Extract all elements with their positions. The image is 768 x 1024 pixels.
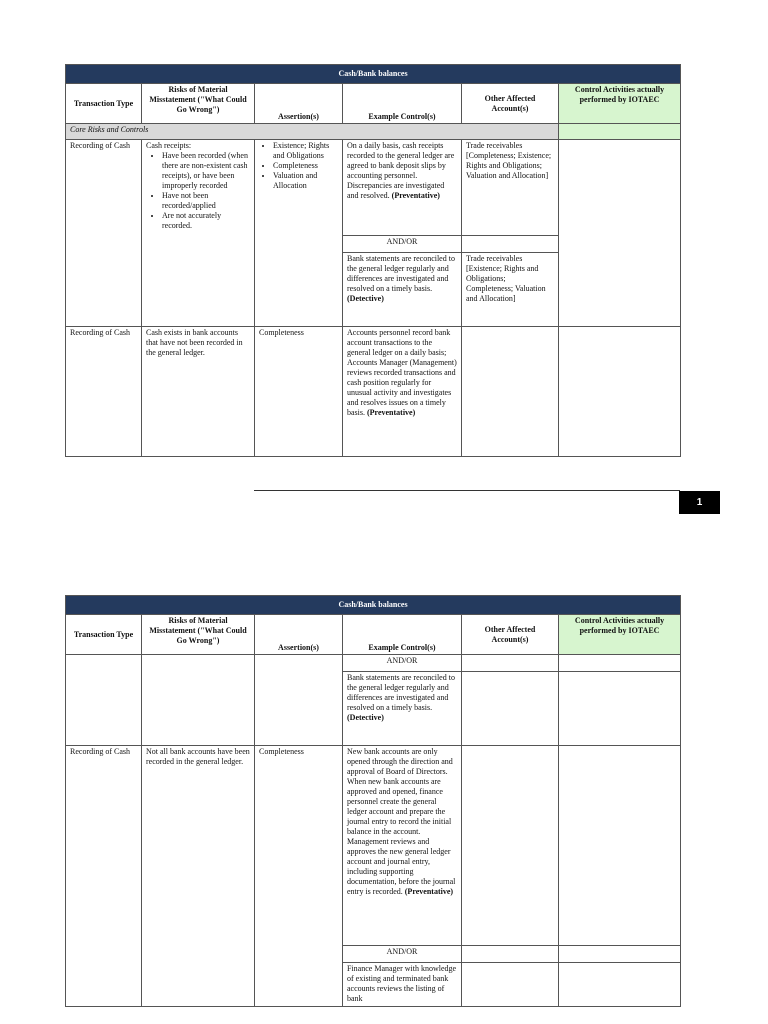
transaction-type-cell: Recording of Cash	[66, 746, 142, 1007]
control-text: Bank statements are reconciled to the general ledger regularly and differences are investigated and resolved on a timely basis.	[347, 673, 455, 712]
control-activity-cell	[559, 327, 681, 457]
table-row	[66, 746, 681, 946]
control-activity-cell	[559, 946, 681, 963]
risk-cell: Cash exists in bank accounts that have not been recorded in the general ledger.	[142, 327, 255, 457]
control-text: On a daily basis, cash receipts recorded to the general ledger are agreed to bank deposit slips by accounting personnel. Discrepancies are investigated and resolved.	[347, 141, 455, 200]
list-item: • Existence; Rights and Obligations	[273, 141, 338, 161]
table-title-row	[66, 65, 681, 84]
list-item: • Completeness	[273, 161, 338, 171]
section-label: Core Risks and Controls	[66, 124, 559, 140]
control-tag: (Preventative)	[391, 191, 440, 200]
table-title: Cash/Bank balances	[66, 65, 681, 84]
control-tag: (Preventative)	[367, 408, 416, 417]
header-assertions: Assertion(s)	[255, 84, 343, 124]
andor-label: AND/OR	[343, 655, 462, 672]
assertion-list	[259, 141, 338, 191]
header-transaction-type: Transaction Type	[66, 84, 142, 124]
cash-bank-table-page1	[65, 64, 681, 457]
other-accounts-cell	[462, 746, 559, 946]
transaction-type-cell: Recording of Cash	[66, 140, 142, 327]
risk-cell	[142, 140, 255, 327]
andor-label: AND/OR	[343, 236, 462, 253]
header-control-activities: Control Activities actually performed by IOTAEC	[559, 615, 681, 655]
page-number: 1	[679, 491, 720, 514]
header-transaction-type: Transaction Type	[66, 615, 142, 655]
transaction-type-cell	[66, 655, 142, 746]
list-item: • Have not been recorded/applied	[162, 191, 250, 211]
control-activity-cell	[559, 746, 681, 946]
header-control-activities: Control Activities actually performed by IOTAEC	[559, 84, 681, 124]
header-risks: Risks of Material Misstatement ("What Could Go Wrong")	[142, 84, 255, 124]
assertion-cell	[255, 655, 343, 746]
control-cell	[343, 253, 462, 327]
header-row	[66, 615, 681, 655]
table-title-row	[66, 596, 681, 615]
list-item: • Have been recorded (when there are non-existent cash receipts), or have been improperly recorded	[162, 151, 250, 191]
control-cell	[343, 140, 462, 236]
list-item: • Valuation and Allocation	[273, 171, 338, 191]
other-accounts-cell	[462, 963, 559, 1007]
control-activity-cell	[559, 672, 681, 746]
control-text: Bank statements are reconciled to the general ledger regularly and differences are investigated and resolved on a timely basis.	[347, 254, 455, 293]
control-tag: (Detective)	[347, 294, 384, 303]
cash-bank-table-page2	[65, 595, 681, 1007]
table-row	[66, 655, 681, 672]
table-title: Cash/Bank balances	[66, 596, 681, 615]
header-other-accounts: Other Affected Account(s)	[462, 615, 559, 655]
risk-cell	[142, 655, 255, 746]
other-accounts-cell	[462, 946, 559, 963]
table-row	[66, 327, 681, 457]
footer-rule	[254, 490, 680, 491]
control-cell: Finance Manager with knowledge of existing and terminated bank accounts reviews the listing of bank	[343, 963, 462, 1007]
section-green-cell	[559, 124, 681, 140]
assertion-cell: Completeness	[255, 327, 343, 457]
header-assertions: Assertion(s)	[255, 615, 343, 655]
transaction-type-cell: Recording of Cash	[66, 327, 142, 457]
control-tag: (Detective)	[347, 713, 384, 722]
other-accounts-cell	[462, 672, 559, 746]
control-tag: (Preventative)	[404, 887, 454, 896]
control-text: New bank accounts are only opened through the direction and approval of Board of Directors. When new bank accounts are approved and opened, finance personnel create the general ledger account and prepare the journal entry to record the initial balance in the account. Management reviews and approves the new general ledger account and journal entry, including supporting documentation, before the journal entry is recorded.	[347, 747, 456, 896]
control-cell	[343, 672, 462, 746]
control-cell	[343, 327, 462, 457]
header-risks: Risks of Material Misstatement ("What Could Go Wrong")	[142, 615, 255, 655]
control-activity-cell	[559, 655, 681, 672]
list-item: • Are not accurately recorded.	[162, 211, 250, 231]
other-accounts-cell	[462, 236, 559, 253]
header-example-controls: Example Control(s)	[343, 615, 462, 655]
header-example-controls: Example Control(s)	[343, 84, 462, 124]
control-text: Accounts personnel record bank account transactions to the general ledger on a daily basis; Accounts Manager (Management) reviews recorded transactions and cash position regularly for unusual activity and investigates and resolves issues on a timely basis.	[347, 328, 457, 417]
risk-list	[146, 151, 250, 231]
risk-cell: Not all bank accounts have been recorded in the general ledger.	[142, 746, 255, 1007]
risk-intro: Cash receipts:	[146, 141, 192, 150]
assertion-cell	[255, 140, 343, 327]
andor-label: AND/OR	[343, 946, 462, 963]
header-other-accounts: Other Affected Account(s)	[462, 84, 559, 124]
other-accounts-cell: Trade receivables [Completeness; Existence; Rights and Obligations; Valuation and Allocation]	[462, 140, 559, 236]
other-accounts-cell	[462, 327, 559, 457]
other-accounts-cell: Trade receivables [Existence; Rights and Obligations; Completeness; Valuation and Allocation]	[462, 253, 559, 327]
control-activity-cell	[559, 963, 681, 1007]
header-row	[66, 84, 681, 124]
control-cell	[343, 746, 462, 946]
table-row	[66, 140, 681, 236]
assertion-cell: Completeness	[255, 746, 343, 1007]
control-activity-cell	[559, 140, 681, 327]
section-row	[66, 124, 681, 140]
other-accounts-cell	[462, 655, 559, 672]
